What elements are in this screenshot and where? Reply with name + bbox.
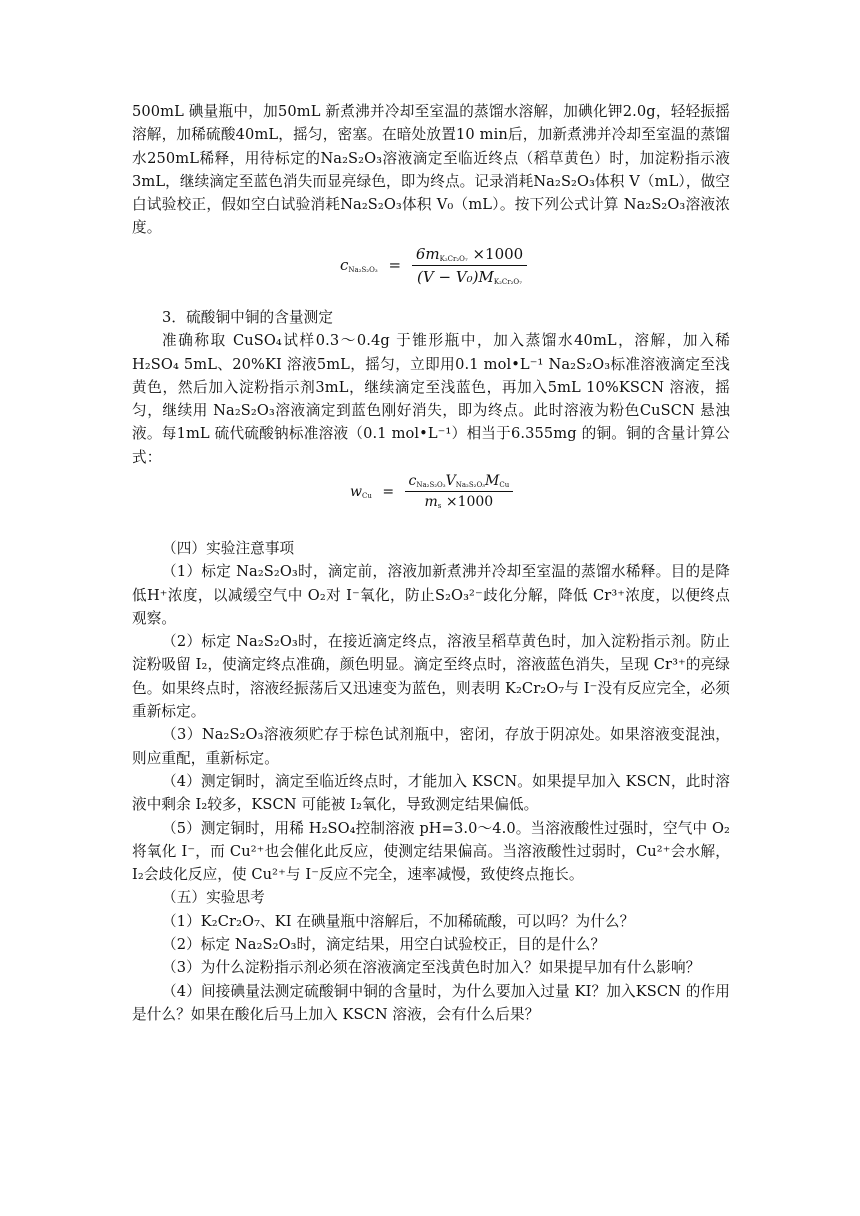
formula2-numerator: cNa₂S₂O₃VNa₂S₂O₃MCu	[405, 473, 514, 492]
precaution-item: （2）标定 Na₂S₂O₃时，在接近滴定终点，溶液呈稻草黄色时，加入淀粉指示剂。防止淀粉吸留 I₂，使滴定终点准确，颜色明显。滴定至终点时，溶液蓝色消失，呈现 Cr³⁺的亮绿色。如果终点时，溶液经振荡后又迅速变为蓝色，则表明 K₂Cr₂O₇与 I⁻没有反应完全，必须重新标定。	[132, 633, 730, 721]
formula2-denominator: ms ×1000	[424, 494, 494, 510]
intro-section	[132, 100, 730, 240]
formula-na2s2o3-concentration	[340, 245, 527, 286]
formula2-lhs: wCu	[350, 483, 372, 500]
question-item: （4）间接碘量法测定硫酸铜中铜的含量时，为什么要加入过量 KI？加入KSCN 的作用是什么？如果在酸化后马上加入 KSCN 溶液，会有什么后果？	[132, 982, 730, 1023]
section5-heading: （五）实验思考	[162, 889, 265, 907]
formula1-fraction	[412, 245, 527, 286]
question-item: （2）标定 Na₂S₂O₃时，滴定结果，用空白试验校正，目的是什么？	[162, 936, 606, 954]
section-3	[132, 306, 730, 469]
formula1-lhs: cNa₂S₂O₃	[340, 255, 378, 274]
section4-heading: （四）实验注意事项	[162, 540, 295, 557]
precaution-item: （1）标定 Na₂S₂O₃时，滴定前，溶液加新煮沸并冷却至室温的蒸馏水稀释。目的是降低H⁺浓度，以减缓空气中 O₂对 I⁻氧化，防止S₂O₃²⁻歧化分解，降低 Cr³⁺浓度，以便终点观察。	[132, 563, 730, 627]
paragraph-standardization: 500mL 碘量瓶中，加50mL 新煮沸并冷却至室温的蒸馏水溶解，加碘化钾2.0g，轻轻振摇溶解，加稀硫酸40mL，摇匀，密塞。在暗处放置10 min后，加新煮沸并冷却至室温的蒸馏水250mL稀释，用待标定的Na₂S₂O₃溶液滴定至临近终点（稻草黄色）时，加淀粉指示液3mL，继续滴定至蓝色消失而显亮绿色，即为终点。记录消耗Na₂S₂O₃体积 V（mL），做空白试验校正，假如空白试验消耗Na₂S₂O₃体积 V₀（mL）。按下列公式计算 Na₂S₂O₃溶液浓度。	[132, 103, 730, 237]
question-item: （3）为什么淀粉指示剂必须在溶液滴定至浅黄色时加入？如果提早加有什么影响？	[162, 959, 701, 977]
precaution-item: （4）测定铜时，滴定至临近终点时，才能加入 KSCN。如果提早加入 KSCN，此时溶液中剩余 I₂较多，KSCN 可能被 I₂氧化，导致测定结果偏低。	[132, 772, 730, 814]
section-4	[132, 537, 730, 1026]
formula1-equals: =	[388, 255, 402, 274]
question-item: （1）K₂Cr₂O₇、KI 在碘量瓶中溶解后，不加稀硫酸，可以吗？为什么？	[162, 912, 635, 930]
precaution-item: （3）Na₂S₂O₃溶液须贮存于棕色试剂瓶中，密闭，存放于阴凉处。如果溶液变混浊，则应重配，重新标定。	[132, 726, 730, 767]
section3-body: 准确称取 CuSO₄试样0.3～0.4g 于锥形瓶中，加入蒸馏水40mL，溶解，加入稀 H₂SO₄ 5mL、20%KI 溶液5mL，摇匀，立即用0.1 mol•L⁻¹ Na₂S₂O₃标准溶液滴定至浅黄色，然后加入淀粉指示剂3mL，继续滴定至浅蓝色，再加入5mL 10%KSCN 溶液，摇匀，继续用 Na₂S₂O₃溶液滴定到蓝色刚好消失，即为终点。此时溶液为粉色CuSCN 悬浊液。每1mL 硫代硫酸钠标准溶液（0.1 mol•L⁻¹）相当于6.355mg 的铜。铜的含量计算公式：	[132, 332, 730, 466]
formula1-numerator: 6mK₂Cr₂O₇ ×1000	[412, 245, 527, 266]
formula2-equals: =	[382, 483, 395, 500]
formula2-fraction	[405, 473, 514, 510]
precaution-item: （5）测定铜时，用稀 H₂SO₄控制溶液 pH=3.0～4.0。当溶液酸性过强时，空气中 O₂将氧化 I⁻，而 Cu²⁺也会催化此反应，使测定结果偏高。当溶液酸性过弱时，Cu²⁺会水解，I₂会歧化反应，使 Cu²⁺与 I⁻反应不完全，速率减慢，致使终点拖长。	[132, 819, 730, 884]
formula-copper-content	[350, 473, 513, 510]
formula1-denominator: (V − V₀)MK₂Cr₂O₇	[417, 268, 522, 286]
section3-heading: 3．硫酸铜中铜的含量测定	[162, 309, 334, 326]
